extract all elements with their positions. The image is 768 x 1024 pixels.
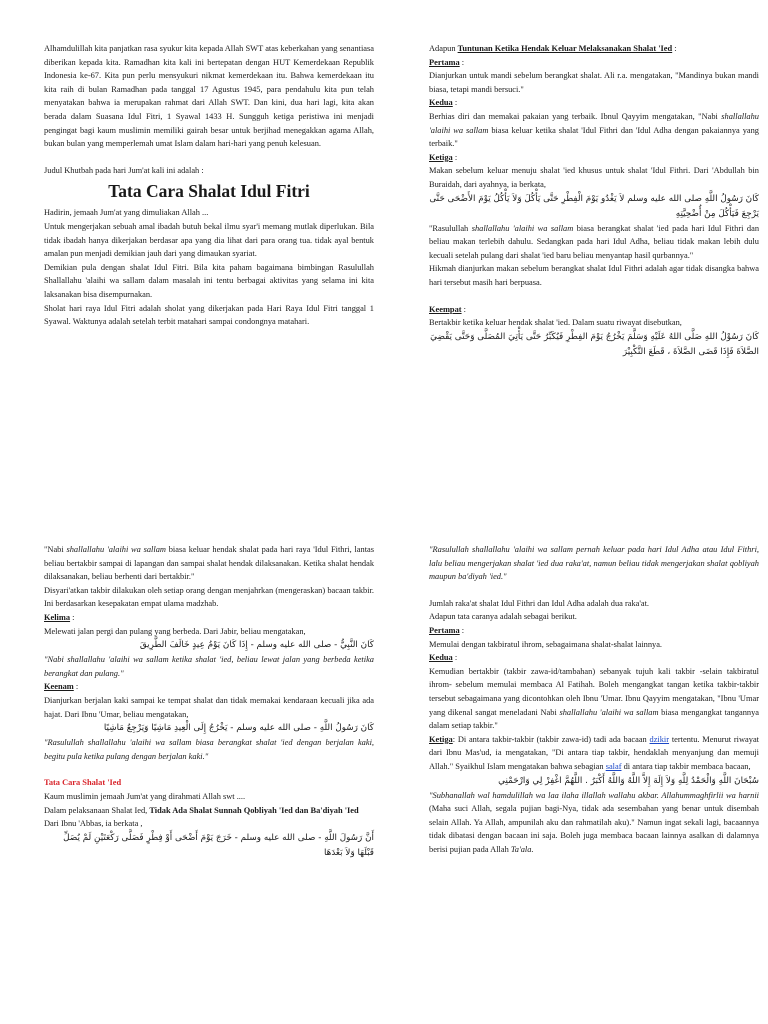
dzikir-meaning: (Maha suci Allah, segala pujian bagi-Nya, tidak ada sesembahan yang benar untuk disembah selain Allah. Ya Allah, ampunilah aku dan rahmatilah aku)." Namun ingat sekali lagi, bacaannya tidak dibatasi dengan bacaan ini saja. Boleh juga membaca bacaan lainnya asalkan di dalamnya berisi pujian pada Allah: [429, 804, 759, 854]
ketiga-heading: Ketiga :: [429, 152, 458, 162]
takbir-paragraph: [44, 543, 374, 584]
kedua-text-b: biasa keluar ketika shalat 'Idul Fithri dan 'Idul Adha dengan pakaiannya yang terbaik.": [429, 125, 759, 149]
dzikir-link[interactable]: dzikir: [649, 734, 670, 744]
hadith-a: "Rasulullah: [429, 223, 472, 233]
kelima-heading: Kelima :: [44, 612, 75, 622]
pertama-heading-2: Pertama :: [429, 625, 465, 635]
translation-5: "Rasulullah shallallahu 'alaihi wa sallam pernah keluar pada hari Idul Adha atau Idul Fithri, lalu beliau mengerjakan shalat 'ied dua raka'at, namun beliau tidak mengerjakan shalat qobliyah maupun ba'diyah 'ied.": [429, 545, 759, 582]
pertama-heading: Pertama :: [429, 57, 465, 67]
kedua-label-2: Kedua: [429, 653, 453, 663]
greeting-paragraph: Hadirin, jemaah Jum'at yang dimuliakan Allah ...: [44, 208, 209, 218]
kedua2-a: Kemudian bertakbir (takbir zawa-id/tambahan) sebanyak tujuh kali takbir -selain takbiratul ihrom- sebelum memulai membaca Al Fatihah. Boleh mengangkat tangan ketika takbir-takbir tersebut sebagaimana yang dicontohkan oleh Ibnu 'Umar. Ibnu Qayyim mengatakan, "Ibnu 'Umar yang dikenal sangat meneladani Nabi: [429, 666, 759, 717]
ketiga-label: Ketiga: [429, 152, 453, 162]
kaum-muslimin-text: Kaum muslimin jemaah Jum'at yang dirahmati Allah swt ....: [44, 791, 246, 801]
tuntunan-heading: [429, 42, 759, 56]
kedua-label: Kedua: [429, 98, 453, 108]
translation-dzikir: [429, 789, 759, 857]
colon-text: :: [672, 44, 677, 53]
kedua-text-a: Berhias diri dan memakai pakaian yang terbaik. Ibnul Qayyim mengatakan, "Nabi: [429, 111, 722, 121]
pertama-text: Dianjurkan untuk mandi sebelum berangkat shalat. Ali r.a. mengatakan, "Mandinya bukan mandi biasa, tetapi mandi bersuci.": [429, 71, 759, 94]
hadith-translation-1: [429, 222, 759, 263]
kedua-text: [429, 110, 759, 151]
ketiga-text-2: Ketiga: Di antara takbir-takbir (takbir zawa-id) tadi ada bacaan dzikir tertentu. Menurut riwayat dari Ibnu Mas'ud, ia mengatakan, "Di antara tiap takbir, hendaklah menyanjung dan memuji Allah." Syaikhul Islam mengatakan bahwa sebagian salaf di antara tiap takbir membaca bacaan,: [429, 734, 759, 771]
quadrant-top-right: [429, 42, 759, 360]
ketiga-label-2: Ketiga: [429, 734, 453, 744]
arabic-dzikir: سُبْحَانَ اللَّهِ وَالْحَمْدُ لِلَّهِ وَلاَ إِلَهَ إِلاَّ اللَّهُ وَاللَّهُ أَكْبَرُ . اللَّهُمَّ اغْفِرْ لِي وَارْحَمْنِي: [498, 775, 759, 786]
kelima-text: Melewati jalan pergi dan pulang yang berbeda. Dari Jabir, beliau mengatakan,: [44, 626, 306, 636]
dari-ibnu-abbas-text: Dari Ibnu 'Abbas, ia berkata ,: [44, 819, 143, 829]
adapun-text: Adapun: [429, 44, 458, 53]
adapun-tata-cara-text: Adapun tata caranya adalah sebagai berikut.: [429, 612, 577, 622]
quadrant-top-left: [44, 42, 374, 329]
quadrant-bottom-right: [429, 543, 759, 856]
translation-4: "Rasulullah shallallahu 'alaihi wa sallam biasa berangkat shalat 'ied dengan berjalan kaki, begitu pula ketika pulang dengan berjalan kaki.": [44, 738, 374, 761]
keempat-label: Keempat: [429, 304, 462, 314]
ketiga-text: Makan sebelum keluar menuju shalat 'ied khusus untuk shalat 'Idul Fithri. Dari 'Abdullah bin Buraidah, dari ayahnya, ia berkata,: [429, 166, 759, 189]
ketiga2-a: Di antara takbir-takbir (takbir zawa-id) tadi ada bacaan: [457, 734, 650, 744]
takbir-italic: shallallahu 'alaihi wa sallam: [66, 545, 166, 554]
paragraph-sholat-hari-raya: Sholat hari raya Idul Fitri adalah sholat yang dikerjakan pada Hari Raya Idul Fitri tanggal 1 Syawal. Waktunya adalah setelah terbit matahari sampai condongnya matahari.: [44, 303, 374, 327]
intro-paragraph: Alhamdulillah kita panjatkan rasa syukur kita kepada Allah SWT atas keberkahan yang senantiasa diberikan kepada kita. Ramadhan kita kali ini bertepatan dengan HUT Kemerdekaan Republik Indonesia ke-67. Kita pun perlu mensyukuri nikmat kemerdekaan itu. Bahwa kemerdekaan itu kita raih di bulan Ramadhan pada tanggal 17 Agustus 1945, para pendahulu kita pun telah menyatakan bahwa ia merupakan rahmat dari Allah SWT. Dan kini, dua hari lagi, kita akan berada dalam Suasana Idul Fitri, 1 Syawal 1433 H. Sungguh ketiga peristiwa ini menjadi pengingat bagi kaum muslimin memiliki gairah besar untuk berjihad menegakkan agama Allah, bukan bulan yang memperlemah umat Islam dalam hari-hari yang penuh kelesuan.: [44, 44, 374, 149]
quadrant-bottom-left: [44, 543, 374, 861]
hadith-b: biasa berangkat shalat 'ied pada hari Idul Fithri dan beliau makan terlebih dahulu. Sedangkan pada hari Idul Adha, beliau tidak makan lebih dulu kecuali setelah pulang dari shalat 'ied baru beliau menyantap hasil qurbannya.": [429, 223, 760, 260]
keenam-text: Dianjurkan berjalan kaki sampai ke tempat shalat dan tidak memakai kendaraan kecuali jika ada hajat. Dari Ibnu 'Umar, beliau mengatakan,: [44, 695, 374, 719]
pertama-label-2: Pertama: [429, 625, 460, 635]
kedua-heading: Kedua :: [429, 98, 458, 108]
kedua2-italic: shallallahu 'alaihi wa sallam: [559, 707, 659, 717]
arabic-hadith-4: كَانَ رَسُولُ اللَّهِ - صلى الله عليه وسلم - يَخْرُجُ إِلَى الْعِيدِ مَاشِيًا وَيَرْجِعُ مَاشِيًا: [103, 723, 374, 734]
kedua-text-2: [429, 665, 759, 733]
paragraph-idul-fitri: Demikian pula dengan shalat Idul Fitri. Bila kita paham bagaimana bimbingan Rasulullah Shallallahu 'alaihi wa sallam dalam masalah ini tentu berbagai aktivitas yang selama ini kita laksanakan bisa disempurnakan.: [44, 262, 374, 299]
takbir-b: biasa keluar hendak shalat pada hari raya 'Idul Fithri, lantas beliau bertakbir sampai di lapangan dan sampai shalat hendak dilaksanakan. Ketika shalat hendak dilaksanakan, beliau berhenti dari bertakbir.": [44, 545, 374, 582]
takbir-a: "Nabi: [44, 545, 67, 554]
arabic-hadith-3: كَانَ النَّبِيُّ - صلى الله عليه وسلم - إِذَا كَانَ يَوْمُ عِيدٍ خَالَفَ الطَّرِيقَ: [139, 640, 374, 651]
arabic-hadith-5: أَنَّ رَسُولَ اللَّهِ - صلى الله عليه وسلم - خَرَجَ يَوْمَ أَضْحَى أَوْ فِطْرٍ فَصَلَّى رَكْعَتَيْنِ لَمْ يُصَلِّ قَبْلَهَا وَلاَ بَعْدَهَا: [63, 832, 374, 858]
hikmah-text: Hikmah dianjurkan makan sebelum berangkat shalat Idul Fithri adalah agar tidak disangka bahwa hari tersebut masih hari berpuasa.: [429, 264, 759, 287]
dzikir-end: Ta'ala.: [510, 844, 534, 854]
kedua-heading-2: Kedua :: [429, 653, 458, 663]
keenam-heading: Keenam :: [44, 682, 79, 692]
tuntunan-title: Tuntunan Ketika Hendak Keluar Melaksanakan Shalat 'Ied: [457, 44, 673, 53]
salaf-link[interactable]: salaf: [605, 761, 622, 771]
jumlah-rakaat-text: Jumlah raka'at shalat Idul Fithri dan Idul Adha adalah dua raka'at.: [429, 598, 649, 608]
translation-3: "Nabi shallallahu 'alaihi wa sallam ketika shalat 'ied, beliau lewat jalan yang berbeda ketika berangkat dan pulang.": [44, 655, 374, 678]
dalam-pelaksanaan-text: [44, 804, 374, 818]
tata-cara-heading: Tata Cara Shalat 'Ied: [44, 778, 122, 788]
paragraph-ilmu: Untuk mengerjakan sebuah amal ibadah butuh bekal ilmu syar'i memang mutlak diperlukan. Bila tidak ibadah hanya dikerjakan berdasar apa yang dia lihat dari para orang tua. tidak ayal bentuk amalan pun menjadi demikian jauh dari yang dimaukan syariat.: [44, 221, 374, 259]
arabic-hadith-2: كَانَ رَسُوْلُ اللهِ صَلَّى اللهُ عَلَيْهِ وَسَلَّمَ يَخْرُجُ يَوْمَ الفِطْرِ فَيُكَبِّرُ حَتَّى يَأْتِيَ المُصَلَّى وَحَتَّى يَقْضِيَ الصَّلاَةَ فَإِذَا قَضَى الصَّلاَةَ ، قَطَعَ التَّكْبِيْرَ: [430, 331, 759, 357]
arabic-hadith-1: كَانَ رَسُولُ اللَّهِ صلى الله عليه وسلم لاَ يَغْدُو يَوْمَ الْفِطْرِ حَتَّى يَأْكُلَ وَلاَ يَأْكُلُ يَوْمَ الأَضْحَى حَتَّى يَرْجِعَ فَيَأْكُلَ مِنْ أُضْحِيَّتِهِ: [429, 193, 759, 219]
kedua-text-italic: shallallahu 'alaihi wa sallam: [429, 111, 759, 135]
dzikir-latin: "Subhanallah wal hamdulillah wa laa ilaha illallah wallahu akbar. Allahummaghfirlii wa harnii: [429, 790, 759, 800]
kedua2-b: biasa mengangkat tangannya dalam setiap takbir.": [429, 707, 760, 731]
dalam-a: Dalam pelaksanaan Shalat Ied,: [44, 805, 150, 815]
kelima-label: Kelima: [44, 612, 71, 622]
ketiga2-c: di antara tiap takbir membaca bacaan,: [621, 761, 751, 771]
hadith-italic: shallallahu 'alaihi wa sallam: [471, 223, 574, 233]
pertama-label: Pertama: [429, 57, 460, 67]
pertama-text-2: Memulai dengan takbiratul ihrom, sebagaimana shalat-shalat lainnya.: [429, 639, 663, 649]
dalam-bold: Tidak Ada Shalat Sunnah Qobliyah 'Ied dan Ba'diyah 'Ied: [149, 805, 359, 815]
keempat-heading: Keempat :: [429, 304, 466, 314]
page-title: Tata Cara Shalat Idul Fitri: [108, 181, 310, 202]
khutbah-title-intro: Judul Khutbah pada hari Jum'at kali ini adalah :: [44, 165, 204, 175]
keempat-text: Bertakbir ketika keluar hendak shalat 'ied. Dalam suatu riwayat disebutkan,: [429, 318, 682, 328]
disyariatkan-paragraph: Disyari'atkan takbir dilakukan oleh setiap orang dengan menjahrkan (mengeraskan) bacaan takbir. Ini berdasarkan kesepakatan empat ulama madzhab.: [44, 585, 374, 609]
keenam-label: Keenam: [44, 682, 74, 692]
ketiga2-b: tertentu. Menurut riwayat dari Ibnu Mas'ud, ia mengatakan, "Di antara tiap takbir, hendaklah menyanjung dan memuji Allah." Syaikhul Islam mengatakan bahwa sebagian: [429, 734, 759, 771]
